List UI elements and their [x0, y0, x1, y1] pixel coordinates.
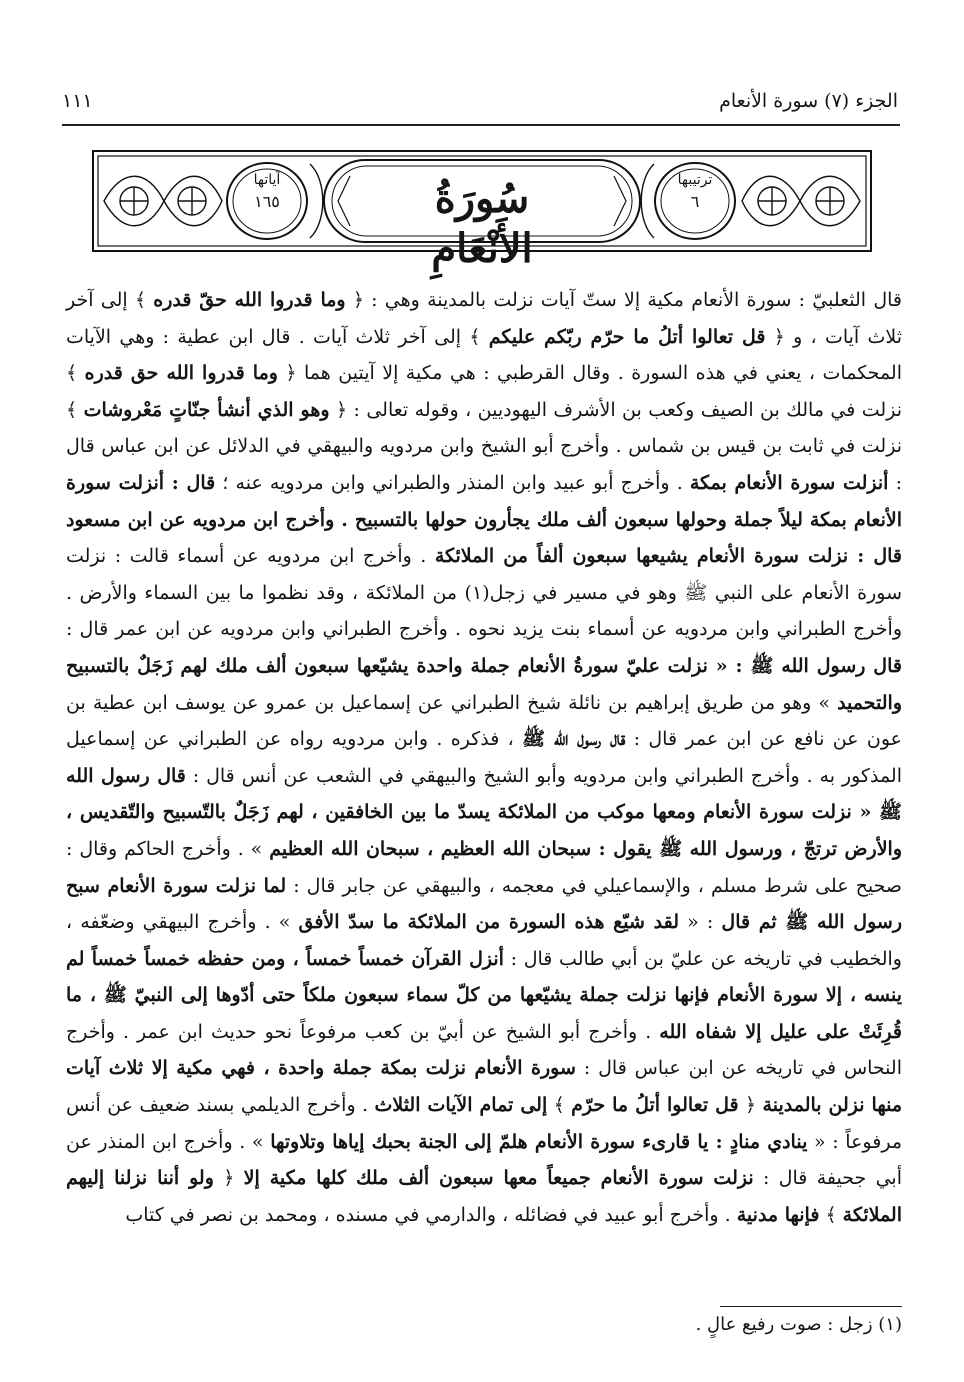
commentary-paragraph — [66, 282, 902, 1233]
text-run: ﴾ نزلت في ثابت بن قيس بن شماس . وأخرج أبو الشيخ وابن مردويه والبيهقي في الدلائل عن ابن عباس قال : — [66, 398, 902, 494]
hadith-quote: قال رسول الله ﷺ « نزلت سورة الأنعام ومعها موكب من الملائكة يسدّ ما بين الخافقين ، لهم زَجَلٌ بالتّسبيح والتّقديس ، والأرض ترتجّ ، ورسول الله ﷺ يقول : سبحان الله العظيم ، سبحان الله العظيم — [66, 764, 902, 860]
quran-quote: وهو الذي أنشأ جنّاتٍ مَعْروشات — [83, 398, 330, 421]
hadith-quote: أنزلت سورة الأنعام بمكة — [689, 471, 889, 494]
hadith-quote: قال رسول الله ﷺ : « نزلت عليّ سورةُ الأنعام جملة واحدة يشيّعها سبعون ألف ملك لهم زَجَلٌ بالتسبيح والتحميد — [66, 654, 902, 714]
text-run: ﴾ — [547, 1094, 572, 1117]
text-run: » . وأخرج الحاكم وقال : صحيح على شرط مسلم ، والإسماعيلي في معجمه ، والبيهقي عن جابر قال : — [66, 837, 902, 897]
text-run: ، فذكره . وابن مردويه رواه عن الطبراني عن إسماعيل المذكور به . وأخرج الطبراني وابن مردويه وأبو الشيخ والبيهقي في الشعب عن أنس قال : — [66, 728, 902, 787]
surah-title: سُورَةُ الأَنْعَامِ — [431, 175, 533, 272]
text-run: ﴾ إلى آخر ثلاث آيات . قال ابن عطية : وهي الآيات المحكمات ، يعني في هذه السورة . وقال القرطبي : هي مكية إلا آيتين هما ﴿ — [66, 325, 903, 385]
text-run: ﴾ إلى آخر ثلاث آيات ، و ﴿ — [66, 289, 902, 348]
hadith-quote: قال : أنزلت سورة الأنعام بمكة ليلاً جملة وحولها سبعون ألف ملك يجأرون حولها بالتسبيح . وأخرج ابن مردويه عن ابن مسعود قال : نزلت سورة الأنعام يشيعها سبعون ألفاً من الملائكة — [66, 471, 902, 568]
quran-quote: ولو أننا نزلنا إليهم الملائكة — [66, 1167, 902, 1226]
hadith-quote: إلى تمام الآيات الثلاث — [374, 1094, 548, 1117]
surah-order-label: ترتيبها — [677, 172, 713, 188]
running-title: الجزء (٧) سورة الأنعام — [719, 90, 898, 112]
text-run: » . وأخرج البيهقي وضعّفه ، والخطيب في تاريخه عن عليّ بن أبي طالب قال : — [66, 911, 902, 970]
quran-quote: وما قدروا الله حقّ قدره — [153, 289, 346, 311]
text-run: . وأخرج ابن مردويه عن أسماء قالت : نزلت سورة الأنعام على النبي ﷺ وهو في مسير في زجل(١) من الملائكة ، وقد نظموا ما بين السماء والأرض . وأخرج الطبراني وابن مردويه عن أسماء بنت يزيد نحوه . وأخرج الطبراني وابن مردويه عن ابن عمر قال : — [66, 545, 902, 641]
hadith-quote: لما نزلت سورة الأنعام سبح رسول الله ﷺ ثم قال — [66, 874, 902, 934]
text-run: . وأخرج أبو عبيد وابن المنذر والطبراني وابن مردويه عنه ؛ — [215, 471, 690, 494]
text-run: . وأخرج أبو عبيد في فضائله ، والدارمي في مسنده ، ومحمد بن نصر في كتاب — [125, 1203, 737, 1226]
text-run: . وأخرج الديلمي بسند ضعيف عن أنس مرفوعاً : « — [66, 1094, 902, 1153]
hadith-quote: ينادي منادٍ : يا قارىء سورة الأنعام هلمّ إلى الجنة بحبك إياها وتلاوتها — [270, 1130, 808, 1153]
text-run: ﴿ — [738, 1094, 763, 1117]
quran-quote: وما قدروا الله حق قدره — [84, 362, 278, 385]
hadith-quote: لقد شيّع هذه السورة من الملائكة ما سدّ الأفق — [298, 911, 679, 934]
text-run: . وأخرج أبو الشيخ عن أبيّ بن كعب مرفوعاً نحو حديث ابن عمر . وأخرج النحاس في تاريخه عن ابن عباس قال : — [66, 1020, 902, 1080]
surah-order-number: ٦ — [690, 192, 700, 211]
running-header — [62, 88, 898, 120]
ayat-count: ١٦٥ — [254, 192, 280, 211]
page-number: ١١١ — [62, 90, 93, 112]
hadith-quote: سورة الأنعام نزلت بمكة جملة واحدة ، فهي مكية إلا ثلاث آيات منها نزلن بالمدينة — [66, 1057, 902, 1117]
text-run: ﴾ نزلت في مالك بن الصيف وكعب بن الأشرف اليهوديين ، وقوله تعالى : ﴿ — [66, 362, 902, 421]
hadith-quote: نزلت سورة الأنعام جميعاً معها سبعون ألف ملك كلها مكية إلا — [243, 1167, 754, 1190]
ayat-label: آياتها — [253, 172, 281, 188]
text-run: ﴾ — [819, 1203, 843, 1226]
text-run: » وهو من طريق إبراهيم بن نائلة شيخ الطبراني عن إسماعيل بن عمرو عن يوسف ابن عطية بن عون عن نافع عن ابن عمر قال : — [66, 691, 902, 751]
text-run: ﴿ — [213, 1167, 244, 1190]
text-run: » . وأخرج ابن المنذر عن أبي جحيفة قال : — [66, 1130, 902, 1190]
quran-quote: قل تعالوا أتلُ ما حرّم — [571, 1094, 739, 1117]
footnote: (١) زجل : صوت رفيع عالٍ . — [695, 1314, 902, 1335]
quran-quote: قل تعالوا أتلُ ما حرّم ربّكم عليكم — [488, 325, 766, 348]
header-rule — [62, 124, 900, 126]
text-run: : « — [679, 911, 722, 934]
hadith-quote: أنزل القرآن خمساً خمساً ، ومن حفظه خمساً خمساً لم ينسه ، إلا سورة الأنعام فإنها نزلت جملة يشيّعها من كلّ سماء سبعون ملكاً حتى أدّوها إلى النبيّ ﷺ ، ما قُرِئَتْ على عليل إلا شفاه الله — [66, 947, 902, 1043]
footnote-rule — [720, 1306, 902, 1307]
hadith-quote: فإنها مدنية — [736, 1203, 820, 1226]
surah-banner — [92, 150, 872, 272]
text-run: قال الثعلبيّ : سورة الأنعام مكية إلا ستّ آيات نزلت بالمدينة وهي : ﴿ — [345, 289, 902, 311]
hadith-quote: قال رسول الله ﷺ — [522, 728, 626, 751]
